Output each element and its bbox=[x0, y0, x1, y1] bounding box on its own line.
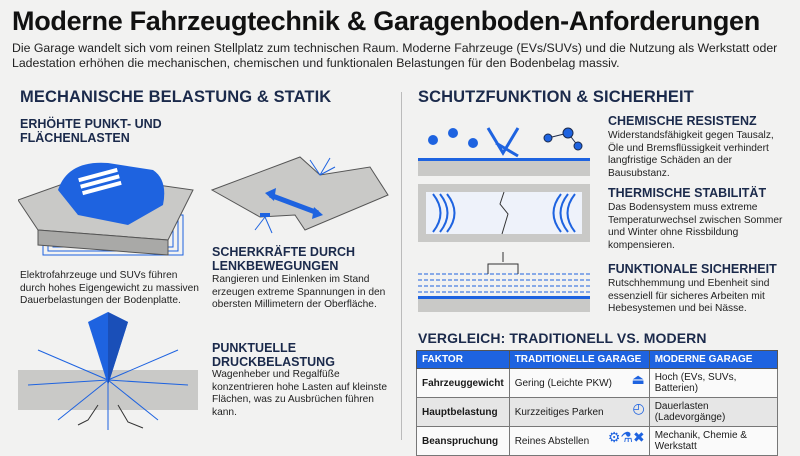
table-row bbox=[417, 369, 778, 398]
traditional-cell: Kurzzeitiges Parken bbox=[514, 406, 604, 418]
column-header: TRADITIONELLE GARAGE bbox=[509, 351, 649, 369]
item-text-safety: Rutschhemmung und Ebenheit sind essenziell für sicheres Arbeiten mit Hebesystemen und bei Nässe. bbox=[608, 278, 770, 314]
modern-cell: Mechanik, Chemie & Werkstatt bbox=[649, 427, 777, 456]
modern-cell: Hoch (EVs, SUVs, Batterien) bbox=[649, 369, 777, 398]
item-title-safety: FUNKTIONALE SICHERHEIT bbox=[608, 262, 777, 276]
item-title-point-pressure: PUNKTUELLE DRUCKBELASTUNG bbox=[212, 341, 335, 369]
gear-flask-wrench-icon: ⚙⚗✖ bbox=[607, 429, 645, 445]
thermal-illustration bbox=[418, 184, 590, 242]
divider bbox=[401, 92, 402, 440]
item-title-thermal: THERMISCHE STABILITÄT bbox=[608, 186, 767, 200]
charging-clock-icon: ◴ bbox=[632, 400, 645, 416]
modern-cell: Dauerlasten (Ladevorgänge) bbox=[649, 398, 777, 427]
comparison-table bbox=[416, 350, 778, 456]
table-header bbox=[417, 351, 778, 369]
item-text-thermal: Das Bodensystem muss extreme Temperaturwechsel zwischen Sommer und Winter ohne Rissbildung kompensieren. bbox=[608, 202, 783, 251]
section-heading-protection: SCHUTZFUNKTION & SICHERHEIT bbox=[418, 88, 694, 106]
car-load-illustration bbox=[18, 145, 198, 265]
item-title-chemical: CHEMISCHE RESISTENZ bbox=[608, 114, 757, 128]
shear-illustration bbox=[210, 155, 390, 235]
factor-cell: Fahrzeuggewicht bbox=[417, 369, 510, 398]
item-text-chemical: Widerstandsfähigkeit gegen Tausalz, Öle und Bremsflüssigkeit verhindert langfristige Schäden an der Bausubstanz. bbox=[608, 130, 774, 179]
safety-illustration bbox=[418, 252, 590, 312]
item-text-point-loads: Elektrofahrzeuge und SUVs führen durch hohes Eigengewicht zu massiven Dauerbelastungen der Bodenplatte. bbox=[20, 270, 199, 306]
traditional-cell: Reines Abstellen bbox=[514, 435, 590, 447]
table-row bbox=[417, 427, 778, 456]
item-text-shear: Rangieren und Einlenken im Stand erzeugen extreme Spannungen in den obersten Millimetern der Oberfläche. bbox=[212, 274, 386, 310]
column-header: FAKTOR bbox=[417, 351, 510, 369]
section-heading-mechanical: MECHANISCHE BELASTUNG & STATIK bbox=[20, 88, 332, 106]
factor-cell: Hauptbelastung bbox=[417, 398, 510, 427]
item-title-point-loads: ERHÖHTE PUNKT- UND FLÄCHENLASTEN bbox=[20, 117, 162, 145]
chemical-illustration bbox=[418, 118, 590, 176]
comparison-heading: VERGLEICH: TRADITIONELL VS. MODERN bbox=[418, 330, 707, 346]
page-title: Moderne Fahrzeugtechnik & Garagenboden-Anforderungen bbox=[12, 6, 760, 36]
subtitle: Die Garage wandelt sich vom reinen Stellplatz zum technischen Raum. Moderne Fahrzeuge (EVs/SUVs) und die Nutzung als Werkstatt oder Ladestation erhöhen die mechanischen, chemischen und funktionalen Belastungen für den Bodenbelag massiv. bbox=[12, 41, 778, 70]
item-title-shear: SCHERKRÄFTE DURCH LENKBEWEGUNGEN bbox=[212, 245, 356, 273]
traditional-cell: Gering (Leichte PKW) bbox=[514, 377, 612, 389]
table-row bbox=[417, 398, 778, 427]
item-text-point-pressure: Wagenheber und Regalfüße konzentrieren hohe Lasten auf kleinste Flächen, was zu Ausbrüchen führen kann. bbox=[212, 369, 388, 418]
weight-icon: ⏏ bbox=[631, 371, 645, 387]
point-pressure-illustration bbox=[18, 310, 198, 440]
factor-cell: Beanspruchung bbox=[417, 427, 510, 456]
column-header: MODERNE GARAGE bbox=[649, 351, 777, 369]
